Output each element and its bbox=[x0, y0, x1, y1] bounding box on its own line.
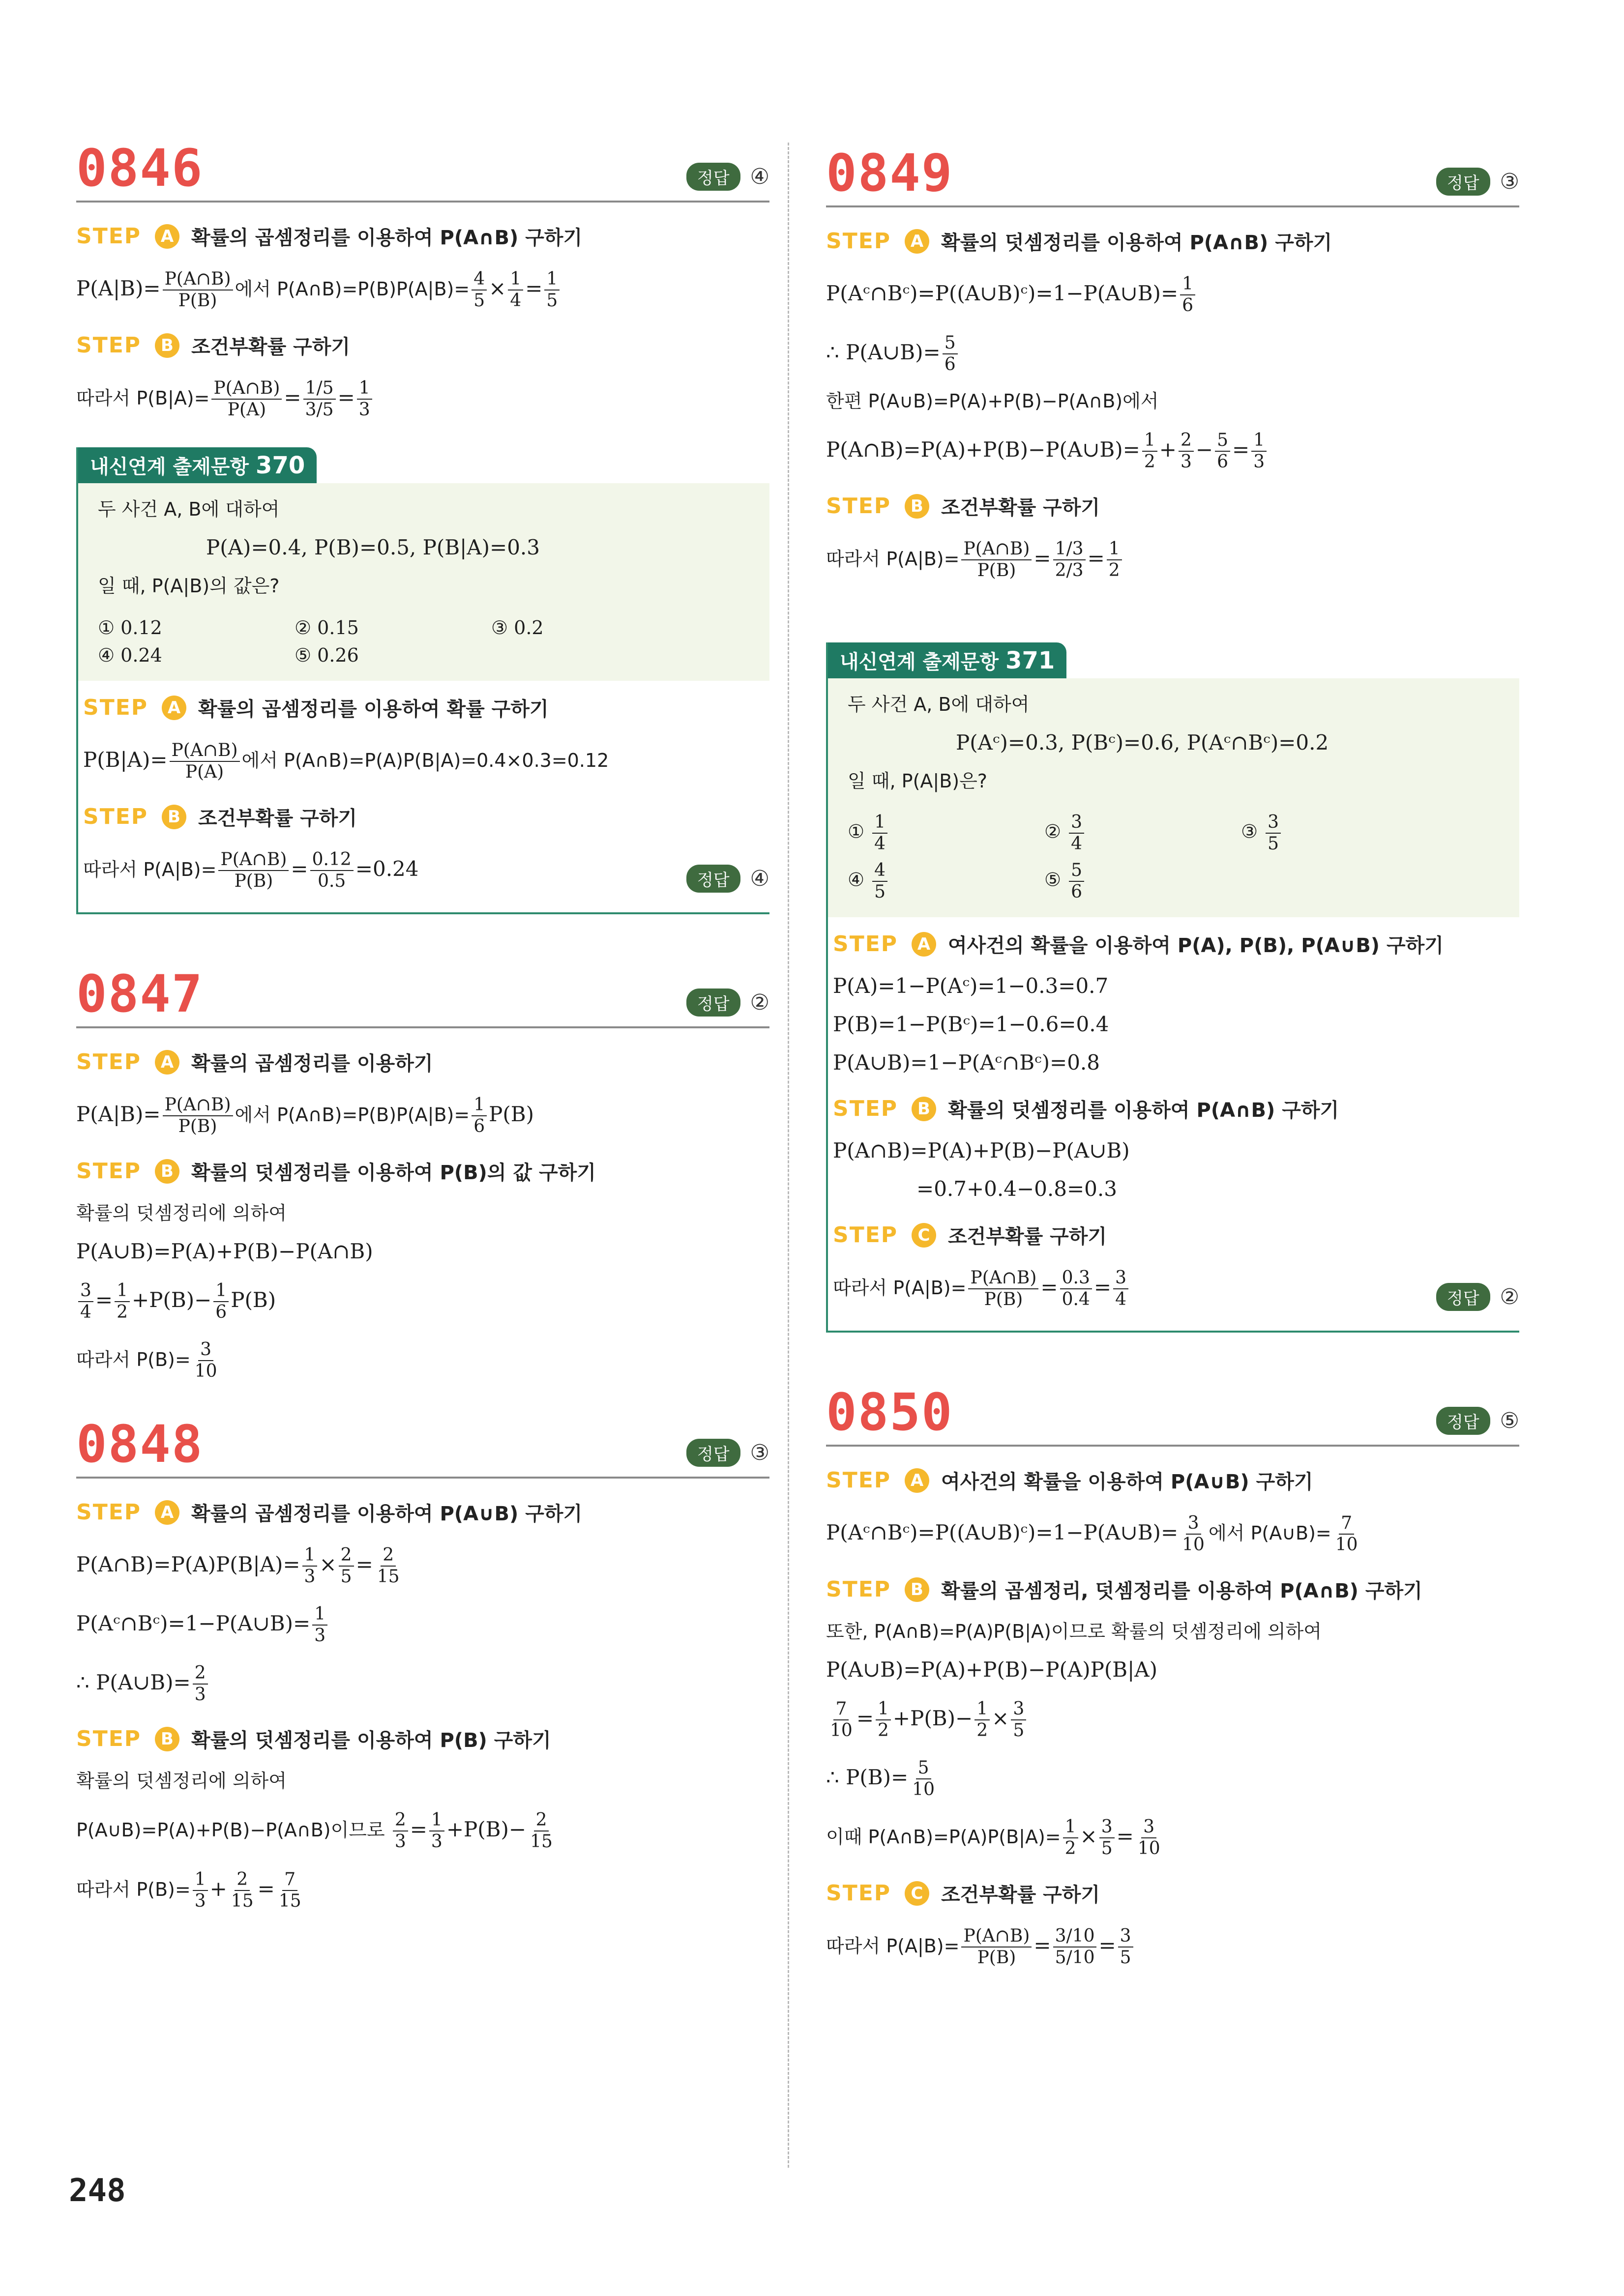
fraction: $\frac{P(A\cap B)}{P(A)}$ bbox=[170, 740, 240, 783]
fraction: $\frac{1}{3}$ bbox=[357, 378, 372, 420]
formula-text: P(A|B)= bbox=[76, 276, 161, 300]
step-a-title: 여사건의 확률을 이용하여 P(A∪B) 구하기 bbox=[941, 1471, 1313, 1493]
formula-line: P(Aᶜ∩Bᶜ)=P((A∪B)ᶜ)=1−P(A∪B)= $\frac{1}{6}$ bbox=[826, 264, 1519, 323]
right-column bbox=[826, 143, 1519, 1976]
step-b-marker: B bbox=[155, 333, 179, 358]
step-b bbox=[76, 1725, 769, 1753]
step-a-title: 확률의 곱셈정리를 이용하여 P(A∪B) 구하기 bbox=[191, 1503, 583, 1525]
column-divider bbox=[788, 143, 789, 2168]
step-a-title: 확률의 곱셈정리를 이용하기 bbox=[191, 1052, 433, 1075]
step-a bbox=[826, 227, 1519, 255]
formula-line: 이때 P(A∩B)=P(A)P(B|A)= $\frac{1}{2}$ × $\frac{3}{5}$ = $\frac{3}{10}$ bbox=[826, 1817, 1160, 1859]
formula-line: P(Aᶜ∩Bᶜ)=1−P(A∪B)= $\frac{1}{3}$ bbox=[76, 1594, 769, 1653]
answer-badge bbox=[686, 1439, 769, 1467]
formula-line: P(A∩B)=P(A)P(B|A)= $\frac{1}{3}$ × $\frac{2}{5}$ = $\frac{2}{15}$ bbox=[76, 1545, 400, 1587]
step-b-marker: B bbox=[155, 1727, 179, 1751]
box-bottom-rule bbox=[828, 1331, 1519, 1333]
step-word: STEP bbox=[833, 1096, 898, 1121]
problem-0850 bbox=[826, 1382, 1519, 1976]
step-b-marker: B bbox=[912, 1097, 936, 1121]
answer-tag: 정답 bbox=[686, 1439, 740, 1467]
fraction: $\frac{P(A\cap B)}{P(A)}$ bbox=[211, 378, 282, 420]
formula-line: ∴ P(B)= $\frac{5}{10}$ bbox=[826, 1758, 935, 1800]
step-a-marker: A bbox=[162, 696, 186, 720]
choice[interactable]: ③ $\frac{3}{5}$ bbox=[1241, 812, 1438, 854]
solution-text: 확률의 덧셈정리에 의하여 bbox=[76, 1770, 287, 1792]
step-a bbox=[76, 1498, 769, 1526]
formula-text: 따라서 P(B|A)= bbox=[76, 387, 210, 409]
problem-number: 0847 bbox=[76, 964, 204, 1024]
step-a-marker: A bbox=[905, 1468, 929, 1493]
step-a bbox=[833, 930, 1519, 958]
formula-line: ∴ P(A∪B)= $\frac{5}{6}$ bbox=[826, 323, 1519, 382]
solution-text: 또한, P(A∩B)=P(A)P(B|A)이므로 확률의 덧셈정리에 의하여 bbox=[826, 1621, 1322, 1642]
problem-header bbox=[826, 143, 1519, 207]
box-title: 내신연계 출제문항 370 bbox=[78, 447, 317, 483]
step-a-title: 여사건의 확률을 이용하여 P(A), P(B), P(A∪B) 구하기 bbox=[948, 934, 1444, 957]
step-b-marker: B bbox=[905, 1577, 929, 1602]
answer-badge bbox=[686, 988, 769, 1017]
left-column bbox=[76, 138, 769, 1919]
problem-header bbox=[826, 1382, 1519, 1447]
step-word: STEP bbox=[83, 695, 148, 720]
problem-0846 bbox=[76, 138, 769, 428]
fraction: $\frac{1}{4}$ bbox=[508, 269, 523, 311]
fraction: $\frac{P(A\cap B)}{P(B)}$ bbox=[163, 1095, 233, 1137]
formula-line: P(A∪B)=P(A)+P(B)−P(A)P(B|A) bbox=[826, 1657, 1157, 1682]
answer-badge bbox=[686, 163, 769, 191]
step-word: STEP bbox=[833, 931, 898, 957]
question-text: 두 사건 A, B에 대하여 bbox=[98, 498, 280, 520]
fraction: $\frac{4}{5}$ bbox=[472, 269, 487, 311]
step-a-title: 확률의 덧셈정리를 이용하여 P(A∩B) 구하기 bbox=[941, 232, 1332, 254]
choice[interactable]: ④ 0.24 bbox=[98, 644, 162, 666]
formula-line: 따라서 P(B)= $\frac{3}{10}$ bbox=[76, 1339, 217, 1381]
box-header bbox=[78, 447, 769, 483]
formula-line: P(A)=1−P(Aᶜ)=1−0.3=0.7 bbox=[833, 974, 1109, 998]
problem-header bbox=[76, 1414, 769, 1479]
answer-tag: 정답 bbox=[686, 865, 740, 893]
step-b-title: 확률의 곱셈정리, 덧셈정리를 이용하여 P(A∩B) 구하기 bbox=[941, 1580, 1422, 1602]
step-word: STEP bbox=[826, 229, 891, 254]
step-word: STEP bbox=[76, 1500, 142, 1525]
choice[interactable]: ③ 0.2 bbox=[491, 617, 544, 639]
step-c-marker: C bbox=[912, 1223, 936, 1248]
step-a bbox=[826, 1466, 1519, 1494]
answer-value: ④ bbox=[750, 866, 769, 891]
problem-number: 0848 bbox=[76, 1414, 204, 1474]
step-word: STEP bbox=[83, 804, 148, 829]
fraction: $\frac{1}{6}$ bbox=[472, 1095, 487, 1137]
formula-line: $\frac{3}{4}$ = $\frac{1}{2}$ +P(B)− $\frac{1}{6}$ P(B) bbox=[76, 1271, 769, 1330]
related-problem-box-371 bbox=[826, 642, 1519, 1333]
fraction: $\frac{0.12}{0.5}$ bbox=[310, 849, 354, 892]
step-b-marker: B bbox=[905, 494, 929, 519]
choice[interactable]: ① $\frac{1}{4}$ bbox=[848, 812, 1044, 854]
complex-fraction: $\frac{1/5}{3/5}$ bbox=[303, 378, 336, 420]
step-a-marker: A bbox=[912, 932, 936, 957]
choices bbox=[848, 812, 1505, 902]
step-a bbox=[76, 222, 769, 250]
choice[interactable]: ⑤ $\frac{5}{6}$ bbox=[1044, 860, 1241, 902]
formula-line: P(A∪B)=P(A)+P(B)−P(A∩B) bbox=[76, 1239, 373, 1263]
answer-badge bbox=[1436, 168, 1519, 196]
problem-number: 0850 bbox=[826, 1382, 953, 1442]
step-b-title: 조건부확률 구하기 bbox=[191, 336, 351, 358]
solution-text: 확률의 덧셈정리에 의하여 bbox=[76, 1202, 287, 1224]
box-header bbox=[828, 642, 1519, 678]
step-c-title: 조건부확률 구하기 bbox=[948, 1225, 1107, 1248]
fraction: $\frac{P(A\cap B)}{P(B)}$ bbox=[163, 269, 233, 311]
answer-value: ④ bbox=[750, 164, 769, 189]
step-a-marker: A bbox=[155, 1050, 179, 1075]
related-problem-box-370 bbox=[76, 447, 769, 914]
formula-line: P(A∪B)=1−P(Aᶜ∩Bᶜ)=0.8 bbox=[833, 1050, 1100, 1075]
formula-line: 따라서 P(B)= $\frac{1}{3}$ + $\frac{2}{15}$ = $\frac{7}{15}$ bbox=[76, 1869, 301, 1911]
step-b bbox=[76, 1157, 769, 1185]
box-body bbox=[828, 678, 1519, 917]
step-word: STEP bbox=[76, 333, 142, 358]
answer-tag: 정답 bbox=[686, 163, 740, 191]
box-solution bbox=[78, 694, 769, 893]
problem-number: 0849 bbox=[826, 143, 953, 203]
formula-line: 따라서 P(A|B)= $\frac{P(A\cap B)}{P(B)}$ = $\frac{1/3}{2/3}$ = $\frac{1}{2}$ bbox=[826, 529, 1519, 588]
formula-line: P(A∩B)=P(A)+P(B)−P(A∪B) bbox=[833, 1138, 1130, 1163]
problem-0849 bbox=[826, 143, 1519, 588]
question-text: 두 사건 A, B에 대하여 bbox=[848, 694, 1030, 715]
choices bbox=[98, 617, 755, 666]
step-b bbox=[826, 1575, 1519, 1603]
step-c-marker: C bbox=[905, 1881, 929, 1906]
step-a-marker: A bbox=[155, 224, 179, 249]
answer-tag: 정답 bbox=[1436, 168, 1490, 196]
formula-line: ∴ P(A∪B)= $\frac{2}{3}$ bbox=[76, 1653, 769, 1712]
step-a-title: 확률의 곱셈정리를 이용하여 확률 구하기 bbox=[198, 698, 549, 721]
answer-value: ③ bbox=[750, 1440, 769, 1465]
step-b bbox=[76, 331, 769, 359]
step-b bbox=[833, 1095, 1519, 1123]
choice[interactable]: ② $\frac{3}{4}$ bbox=[1044, 812, 1241, 854]
problem-header bbox=[76, 964, 769, 1028]
question-text: 일 때, P(A|B)의 값은? bbox=[98, 575, 280, 597]
step-c-title: 조건부확률 구하기 bbox=[941, 1884, 1100, 1906]
step-b-marker: B bbox=[155, 1159, 179, 1184]
fraction: $\frac{P(A\cap B)}{P(B)}$ bbox=[218, 849, 289, 892]
step-word: STEP bbox=[826, 1577, 891, 1602]
answer-badge bbox=[1436, 1407, 1519, 1435]
step-b bbox=[83, 803, 769, 831]
answer-tag: 정답 bbox=[686, 988, 740, 1017]
choice[interactable]: ④ $\frac{4}{5}$ bbox=[848, 860, 1044, 902]
choice[interactable]: ② 0.15 bbox=[295, 617, 359, 639]
step-word: STEP bbox=[833, 1222, 898, 1248]
step-a-title: 확률의 곱셈정리를 이용하여 P(A∩B) 구하기 bbox=[191, 227, 583, 249]
step-word: STEP bbox=[76, 1726, 142, 1751]
step-c bbox=[833, 1221, 1519, 1249]
step-word: STEP bbox=[826, 494, 891, 519]
step-a bbox=[83, 694, 769, 722]
step-word: STEP bbox=[826, 1881, 891, 1906]
step-word: STEP bbox=[76, 224, 142, 249]
box-body bbox=[78, 483, 769, 681]
solution-text: 한편 P(A∪B)=P(A)+P(B)−P(A∩B)에서 bbox=[826, 390, 1159, 412]
step-b-marker: B bbox=[162, 805, 186, 829]
step-b-title: 확률의 덧셈정리를 이용하여 P(B)의 값 구하기 bbox=[191, 1162, 596, 1184]
step-b-title: 확률의 덧셈정리를 이용하여 P(B) 구하기 bbox=[191, 1729, 551, 1752]
box-title: 내신연계 출제문항 371 bbox=[828, 642, 1066, 678]
problem-0848 bbox=[76, 1414, 769, 1919]
answer-value: ③ bbox=[1500, 169, 1519, 194]
box-bottom-rule bbox=[78, 912, 769, 914]
step-b-title: 조건부확률 구하기 bbox=[198, 807, 357, 830]
formula-line: 따라서 P(A|B)= $\frac{P(A\cap B)}{P(B)}$ = $\frac{0.3}{0.4}$ = $\frac{3}{4}$ bbox=[833, 1258, 1519, 1317]
formula-line: 따라서 P(A|B)= $\frac{P(A\cap B)}{P(B)}$ = $\frac{0.12}{0.5}$ =0.24 bbox=[83, 849, 419, 891]
step-word: STEP bbox=[76, 1159, 142, 1184]
formula-line: P(Aᶜ∩Bᶜ)=P((A∪B)ᶜ)=1−P(A∪B)= $\frac{3}{10}$ 에서 P(A∪B)= $\frac{7}{10}$ bbox=[826, 1513, 1358, 1555]
question-formula: P(A)=0.4, P(B)=0.5, P(B|A)=0.3 bbox=[206, 535, 540, 559]
answer-tag: 정답 bbox=[1436, 1407, 1490, 1435]
page-number: 248 bbox=[69, 2173, 126, 2209]
step-b bbox=[826, 492, 1519, 520]
step-word: STEP bbox=[826, 1468, 891, 1493]
choice[interactable]: ⑤ 0.26 bbox=[295, 644, 359, 666]
step-word: STEP bbox=[76, 1049, 142, 1075]
step-a-marker: A bbox=[905, 229, 929, 254]
step-b-title: 조건부확률 구하기 bbox=[941, 496, 1100, 519]
formula-line: P(A∪B)=P(A)+P(B)−P(A∩B)이므로 $\frac{2}{3}$ = $\frac{1}{3}$ +P(B)− $\frac{2}{15}$ bbox=[76, 1810, 553, 1852]
step-c bbox=[826, 1879, 1519, 1907]
formula-line: P(B|A)= $\frac{P(A\cap B)}{P(A)}$ 에서 P(A∩B)=P(A)P(B|A)=0.4×0.3=0.12 bbox=[83, 740, 609, 782]
answer-value: ⑤ bbox=[1500, 1408, 1519, 1433]
formula-line: P(B)=1−P(Bᶜ)=1−0.6=0.4 bbox=[833, 1012, 1109, 1036]
answer-value: ② bbox=[1500, 1284, 1519, 1309]
formula-line: 따라서 P(B|A)= $\frac{P(A\cap B)}{P(A)}$ = $\frac{1/5}{3/5}$ = $\frac{1}{3}$ bbox=[76, 368, 769, 428]
question-text: 일 때, P(A|B)은? bbox=[848, 770, 987, 792]
answer-tag: 정답 bbox=[1436, 1283, 1490, 1311]
choice[interactable]: ① 0.12 bbox=[98, 617, 162, 639]
formula-line: 따라서 P(A|B)= $\frac{P(A\cap B)}{P(B)}$ = $\frac{3/10}{5/10}$ = $\frac{3}{5}$ bbox=[826, 1916, 1519, 1976]
step-b-title: 확률의 덧셈정리를 이용하여 P(A∩B) 구하기 bbox=[948, 1099, 1339, 1122]
problem-header bbox=[76, 138, 769, 203]
step-a bbox=[76, 1048, 769, 1076]
formula-line: $\frac{7}{10}$ = $\frac{1}{2}$ +P(B)− $\frac{1}{2}$ × $\frac{3}{5}$ bbox=[826, 1689, 1519, 1748]
problem-0847 bbox=[76, 964, 769, 1389]
fraction: $\frac{1}{5}$ bbox=[544, 269, 560, 311]
formula-line: P(A∩B)=P(A)+P(B)−P(A∪B)= $\frac{1}{2}$ + $\frac{2}{3}$ − $\frac{5}{6}$ = $\frac{1}{3}$ bbox=[826, 420, 1519, 479]
step-a-marker: A bbox=[155, 1500, 179, 1525]
formula-text: 에서 P(A∩B)=P(B)P(A|B)= bbox=[235, 278, 470, 300]
formula-line: P(A|B)= $\frac{P(A\cap B)}{P(B)}$ 에서 P(A∩B)=P(B)P(A|B)= $\frac{1}{6}$ P(B) bbox=[76, 1095, 534, 1136]
box-solution bbox=[828, 930, 1519, 1311]
formula-line: =0.7+0.4−0.8=0.3 bbox=[916, 1177, 1117, 1201]
question-formula: P(Aᶜ)=0.3, P(Bᶜ)=0.6, P(Aᶜ∩Bᶜ)=0.2 bbox=[956, 730, 1329, 755]
formula-line: P(A|B)= $\frac{P(A\cap B)}{P(B)}$ 에서 P(A∩B)=P(B)P(A|B)= $\frac{4}{5}$ × $\frac{1}{4}$ = $\frac{1}{5}$ bbox=[76, 259, 769, 319]
answer-value: ② bbox=[750, 990, 769, 1015]
problem-number: 0846 bbox=[76, 138, 204, 198]
